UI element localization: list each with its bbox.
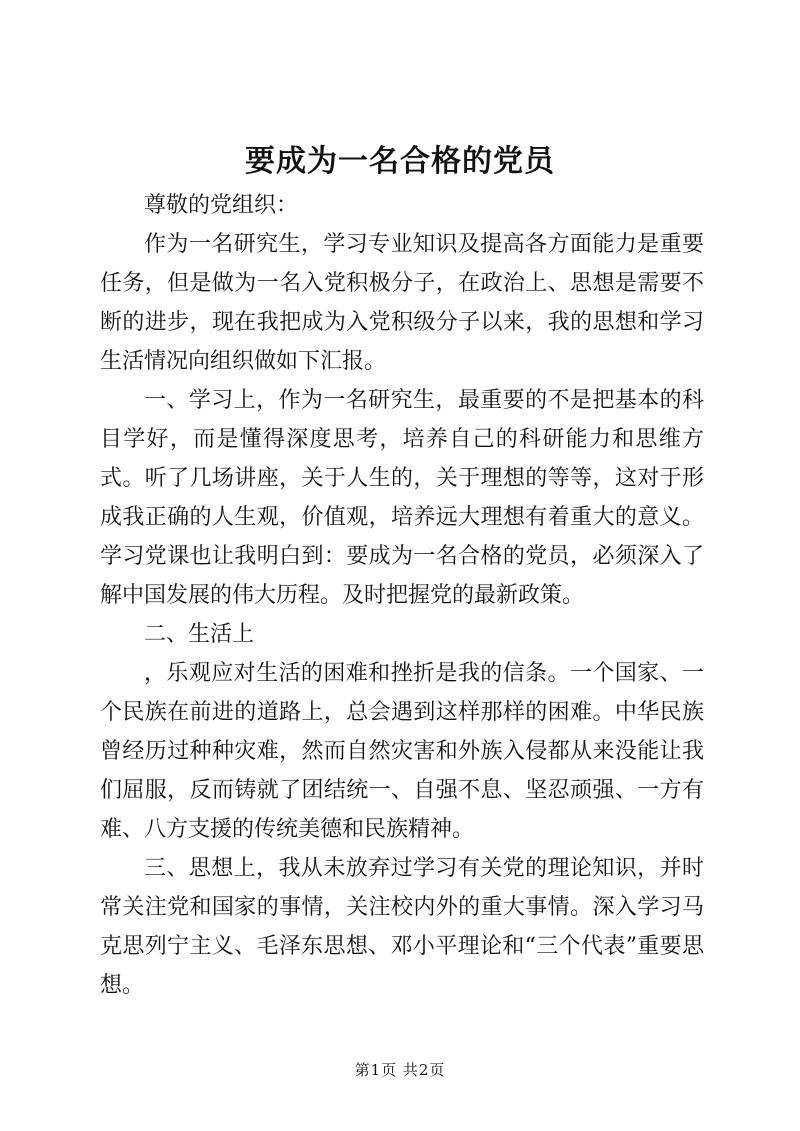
intro-paragraph: 作为一名研究生，学习专业知识及提高各方面能力是重要任务，但是做为一名入党积极分子，在政治上、思想是需要不断的进步，现在我把成为入党积级分子以来，我的思想和学习生活情况向组织做如下汇报。: [100, 232, 704, 374]
salutation-paragraph: 尊敬的党组织：: [144, 193, 299, 218]
study-paragraph: 一、学习上，作为一名研究生，最重要的不是把基本的科目学好，而是懂得深度思考，培养自己的科研能力和思维方式。听了几场讲座，关于人生的，关于理想的等等，这对于形成我正确的人生观，价值观，培养远大理想有着重大的意义。学习党课也让我明白到：要成为一名合格的党员，必须深入了解中国发展的伟大历程。及时把握党的最新政策。: [100, 388, 704, 608]
page-footer: 第1页 共2页: [354, 1061, 446, 1079]
document-title: 要成为一名合格的党员: [245, 144, 555, 179]
life-heading-paragraph: 二、生活上: [144, 622, 255, 647]
document-body: [100, 186, 704, 1005]
life-paragraph: ，乐观应对生活的困难和挫折是我的信条。一个国家、一个民族在前进的道路上，总会遇到这样那样的困难。中华民族曾经历过种种灾难，然而自然灾害和外族入侵都从来没能让我们屈服，反而铸就了团结统一、自强不息、坚忍顽强、一方有难、八方支援的传统美德和民族精神。: [100, 661, 704, 842]
thought-paragraph: 三、思想上，我从未放弃过学习有关党的理论知识，并时常关注党和国家的事情，关注校内外的重大事情。深入学习马克思列宁主义、毛泽东思想、邓小平理论和“三个代表”重要思想。: [100, 856, 704, 998]
